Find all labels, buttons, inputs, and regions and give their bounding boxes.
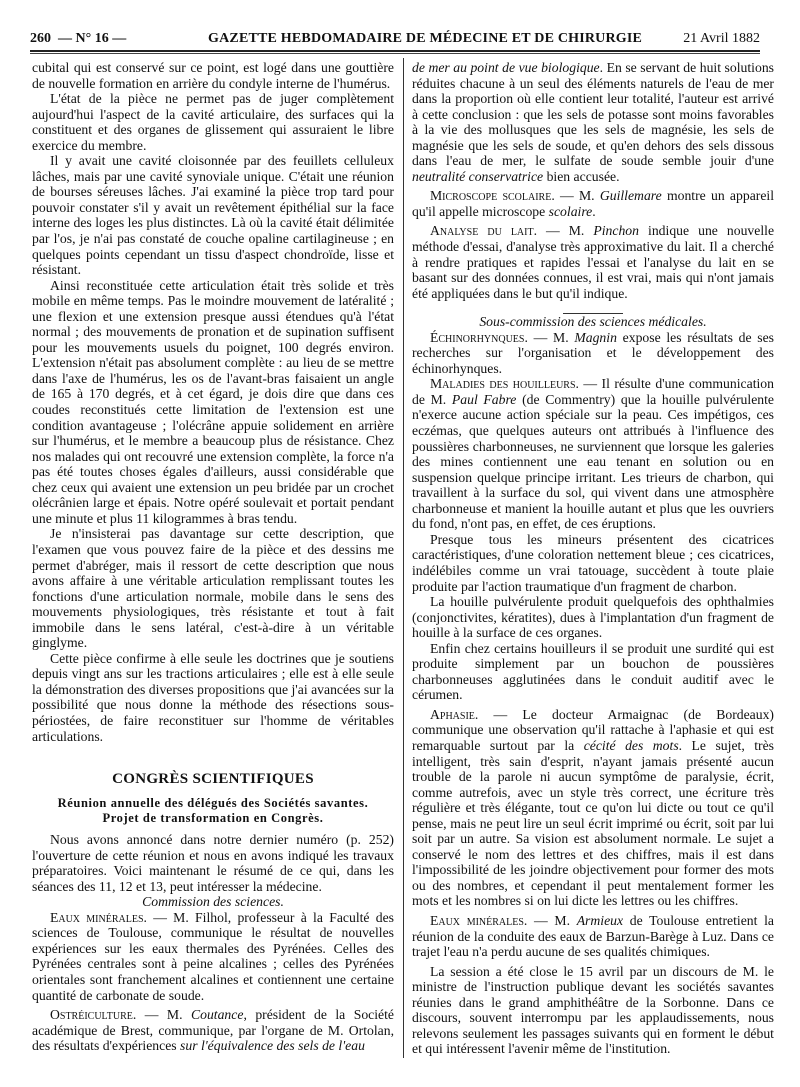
paragraph: cubital qui est conservé sur ce point, est logé dans une gouttière de nouvelle formation en arrière du condyle interne de l'humérus. <box>32 60 394 91</box>
entry-label: Aphasie. <box>430 706 479 722</box>
entry-aphasie: Aphasie. — Le docteur Armaignac (de Bordeaux) communique une observation qu'il rattache à l'aphasie et qui est remarquable surtout par la cécité des mots. Le sujet, très intelligent, très sain d'esprit, n'ayant jamais présenté aucun trouble de la parole ni aucun symptôme de paralysie, écrit, comme autrefois, avec un style très correct, une écriture très régulière et très élégante, tout ce qu'on lui dicte ou tout ce qu'il pense, mais ne peut lire un seul écrit imprimé ou écrit, soit par lui soit par un autre. Sa vision est absolument normale. Le sujet a conservé le nom des lettres et des chiffres, mais il est dans l'impossibilité de les joindre objectivement pour former des mots ou des nombres, et cependant il peut mentalement former les mots et les nombres si on lui dicte les lettres ou les chiffres. <box>412 706 774 909</box>
left-column <box>32 60 394 1054</box>
entry-label: Eaux minérales. <box>50 909 147 925</box>
subsection-title: Sous-commission des sciences médicales. <box>479 314 707 330</box>
page-header <box>30 28 760 52</box>
page-number: 260 <box>30 31 51 46</box>
entry-label: Échinorhynques. <box>430 329 528 345</box>
entry-eaux-minerales-2: Eaux minérales. — M. Armieux de Toulouse entretient la réunion de la conduite des eaux de Barzun-Barège à Luz. Dans ce trajet l'eau n'a perdu aucune de ses qualités chimiques. <box>412 912 775 960</box>
section-subtitle: Projet de transformation en Congrès. <box>102 811 324 826</box>
column-divider <box>403 58 404 1058</box>
paragraph: Il y avait une cavité cloisonnée par des feuillets celluleux lâches, mais par une cavité synoviale unique. C'était une réunion de bourses séreuses lâches. J'ai examiné la pièce trop tard pour pouvoir constater s'il y avait un revêtement épithélial sur la face interne des loges les plus distinctes. Là où la cavité était délimitée par l'os, je n'ai pas constaté de couche opaline cartilagineuse ; en quelques points cependant un tissu d'aspect chondroïde, lisse et résistant. <box>32 153 394 278</box>
entry-label: Maladies des houilleurs. <box>430 376 579 392</box>
paragraph: Cette pièce confirme à elle seule les doctrines que je soutiens depuis vingt ans sur les tractions articulaires ; elle est à elle seule la démonstration des diverses propositions que j'ai avancées sur la possibilité que nous donne la méthode des résections sous-périostées, de faire reconstituer sur l'homme de véritables articulations. <box>32 650 394 744</box>
entry-label: Microscope scolaire. <box>430 188 555 204</box>
entry-microscope: Microscope scolaire. — M. Guillemare montre un appareil qu'il appelle microscope scolaire. <box>412 188 775 219</box>
right-column <box>412 60 774 1057</box>
entry-echinorhynques: Échinorhynques. — M. Magnin expose les résultats de ses recherches sur l'organisation et le développement des échinorhynques. <box>412 329 774 376</box>
issue-number: — N° 16 — <box>58 31 127 46</box>
paragraph: Nous avons annoncé dans notre dernier numéro (p. 252) l'ouverture de cette réunion et nous en avons indiqué les travaux préparatoires. Voici maintenant le résumé de ce qui, dans les séances des 11, 12 et 13, peut intéresser la médecine. <box>32 832 394 894</box>
entry-label: Ostréiculture. <box>50 1007 137 1023</box>
paragraph: Ainsi reconstituée cette articulation était très solide et très mobile en même temps. Pas le moindre mouvement de latéralité ; une flexion et une extension presque aussi étendues qu'à l'état normal ; des mouvements de pronation et de supination suffisent pour les mouvements usuels du poignet, 100 degrés environ. L'extension n'était pas absolument complète : au lieu de se mettre dans l'axe de l'humérus, les os de l'avant-bras faisaient un angle de 165 à 170 degrés, et à cet égard, je dois dire que dans ces coudes reconstitués cette limitation de l'extension est une condition avantageuse ; l'olécrâne appuie solidement en arrière sur l'humérus, et le membre a beaucoup plus de résistance. Chez nos malades qui ont recouvré une extension complète, la force n'a pas été toutes choses égales d'ailleurs, aussi considérable que chez ceux qui avaient une extension un peu bridée par un crochet olécrânien large et épais. Notre opéré soulevait et portait pendant une minute et plus 11 kilogrammes à bras tendu. <box>32 277 394 526</box>
paragraph: La session a été close le 15 avril par un discours de M. le ministre de l'instruction publique devant les sociétés savantes réunies dans le grand amphithéâtre de la Sorbonne. Dans ce discours, souvent interrompu par les applaudissements, nous relevons seulement les passages suivants qui en forment le début et qui intéressent l'avenir même de l'institution. <box>412 963 774 1057</box>
paragraph: Je n'insisterai pas davantage sur cette description, que l'examen que vous pouvez faire de la pièce et des dessins me permet d'abréger, mais il ressort de cette description que nous avons affaire à une véritable articulation remplissant toutes les fonctions d'une articulation normale, mobile dans le sens des mouvements physiologiques, très résistante et tout à fait immobile dans le sens latéral, c'est-à-dire à un véritable ginglyme. <box>32 526 394 651</box>
subsection-title: Commission des sciences. <box>142 894 284 910</box>
paragraph-continued: de mer au point de vue biologique. En se servant de huit solutions réduites chacune à un seul des éléments naturels de l'eau de mer dans la proportion où elle contient leur totalité, l'auteur est arrivé à cette conclusion : que les sels de potasse sont moins favorables à la vie des mollusques que les sels de magnésie, les sels de magnésie que les sels de soude, et qu'en dehors des sels dissous dans l'eau de mer, le sulfate de soude semble jouir d'une neutralité conservatrice bien accusée. <box>412 60 774 184</box>
header-rule <box>30 53 760 54</box>
paragraph: L'état de la pièce ne permet pas de juger complètement aujourd'hui l'aspect de la cavité articulaire, des surfaces qui la constituent et des organes de glissement qui assuraient le libre exercice du membre. <box>32 91 394 153</box>
entry-label: Analyse du lait. <box>430 223 538 239</box>
journal-title: GAZETTE HEBDOMADAIRE DE MÉDECINE ET DE CHIRURGIE <box>208 31 643 46</box>
section-title-congres: CONGRÈS SCIENTIFIQUES <box>112 771 314 788</box>
entry-ostreiculture: Ostréiculture. — M. Coutance, président de la Société académique de Brest, communique, par l'organe de M. Ortolan, des résultats d'expériences sur l'équivalence des sels de l'eau <box>32 1007 394 1054</box>
paragraph: Enfin chez certains houilleurs il se produit une surdité qui est produite simplement par un bouchon de poussières charbonneuses agglutinées dans le conduit auditif avec le cérumen. <box>412 640 774 703</box>
page-number-and-issue <box>30 28 126 50</box>
entry-maladies-houilleurs: Maladies des houilleurs. — Il résulte d'une communication de M. Paul Fabre (de Commentry) que la houille pulvérulente n'exerce aucune action spéciale sur la peau. Ces impétigos, ces eczémas, que quelques auteurs ont attribués à l'influence des poussières charbonneuses, ne surviennent que lorsque les galeries des mines contiennent une eau tenant en solution ou en suspension quelque principe irritant. Les trieurs de charbon, qui travaillent à la surface du sol, qui vivent dans une atmosphère charbonneuse et manient la houille autant et plus que les ouvriers du fond, n'ont pas, en effet, de ces éruptions. <box>412 376 774 532</box>
entry-eaux-minerales: Eaux minérales. — M. Filhol, professeur à la Faculté des sciences de Toulouse, communique le résultat de nouvelles expériences sur les eaux thermales des Pyrénées. Celles des Pyrénées centrales sont à peine alcalines ; celles des Pyrénées orientales sont franchement alcalines et contiennent une certaine quantité de carbonate de soude. <box>32 909 395 1003</box>
paragraph: Presque tous les mineurs présentent des cicatrices caractéristiques, d'une coloration nettement bleue ; ces cicatrices, indélébiles comme un vrai tatouage, succèdent à toute plaie produite par l'action traumatique d'un fragment de charbon. <box>412 531 774 594</box>
paragraph: La houille pulvérulente produit quelquefois des ophthalmies (conjonctivites, kératites), dues à l'implantation d'un fragment de houille à la surface de ces organes. <box>412 594 774 641</box>
section-subtitle: Réunion annuelle des délégués des Sociétés savantes. <box>57 796 369 811</box>
entry-label: Eaux minérales. <box>430 912 528 928</box>
issue-date: 21 Avril 1882 <box>683 31 760 46</box>
entry-analyse-lait: Analyse du lait. — M. Pinchon indique une nouvelle méthode d'essai, d'analyse très approximative du lait. Il a cherché à rendre pratiques et rapides l'essai et l'analyse du lait en se basant sur des données connues, il est vrai, mais qui n'ont jamais été appliquées dans le but qu'il indique. <box>412 223 775 301</box>
